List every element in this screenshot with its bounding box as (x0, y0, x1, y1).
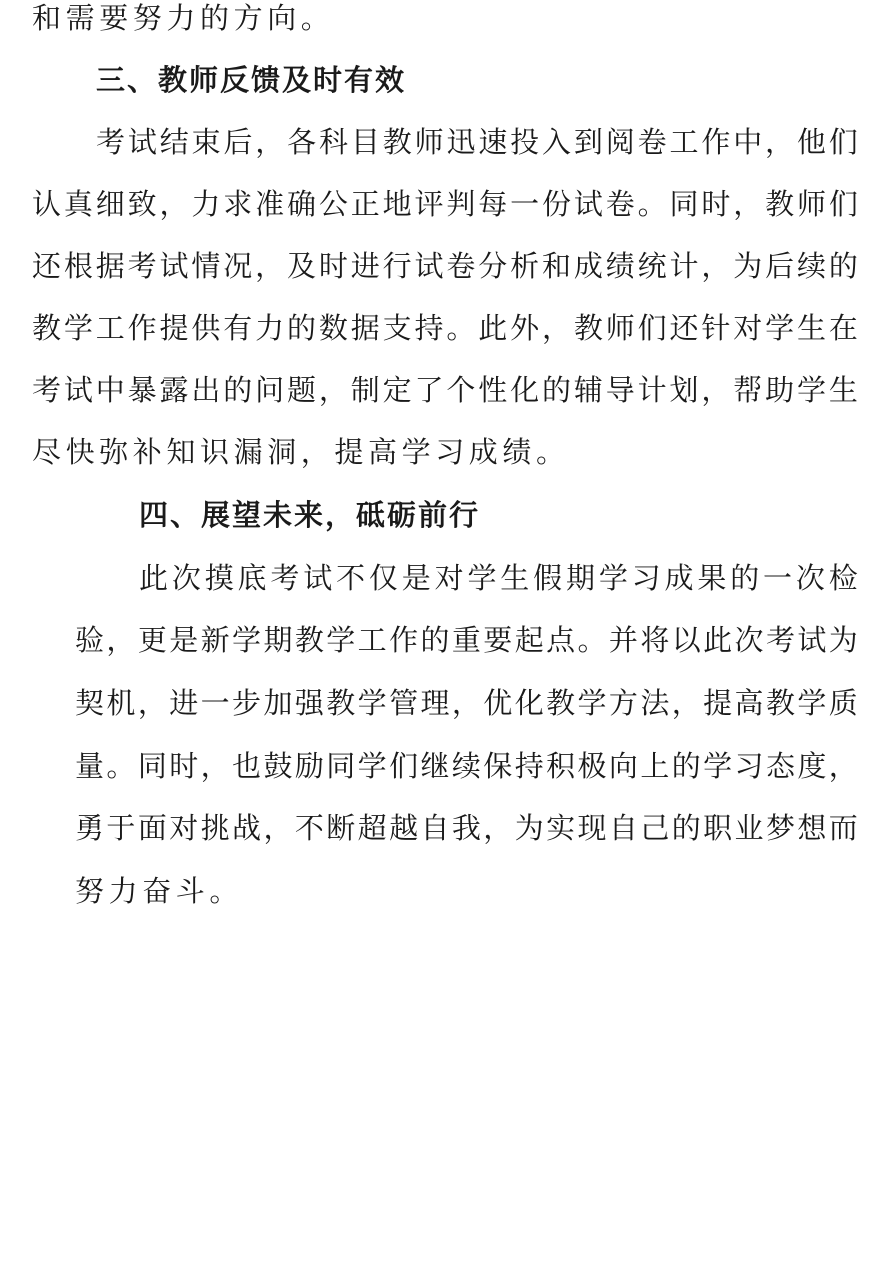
section-heading-4: 四、展望未来，砥砺前行 (139, 498, 481, 532)
paragraph-line: 和需要努力的方向。 (32, 1, 335, 35)
paragraph-line: 努力奋斗。 (75, 874, 244, 908)
paragraph-line: 量 。 同 时 ， 也 鼓 励 同 学 们 继 续 保 持 积 极 向 上 的 学 习 态 度 ， (75, 749, 858, 783)
section-heading-3: 三、教师反馈及时有效 (96, 63, 407, 97)
paragraph-line: 考 试 中 暴 露 出 的 问 题 ， 制 定 了 个 性 化 的 辅 导 计 划 ， 帮 助 学 生 (32, 373, 858, 407)
paragraph-line: 认 真 细 致 ， 力 求 准 确 公 正 地 评 判 每 一 份 试 卷 。 同 时 ， 教 师 们 (32, 187, 858, 221)
paragraph-line: 此 次 摸 底 考 试 不 仅 是 对 学 生 假 期 学 习 成 果 的 一 次 检 (139, 561, 858, 595)
paragraph-line: 勇 于 面 对 挑 战 ， 不 断 超 越 自 我 ， 为 实 现 自 己 的 职 业 梦 想 而 (75, 811, 858, 845)
paragraph-line: 尽快弥补知识漏洞，提高学习成绩。 (32, 435, 570, 469)
paragraph-line: 考 试 结 束 后 ， 各 科 目 教 师 迅 速 投 入 到 阅 卷 工 作 中 ， 他 们 (96, 125, 858, 159)
paragraph-line: 验 ， 更 是 新 学 期 教 学 工 作 的 重 要 起 点 。 并 将 以 此 次 考 试 为 (75, 623, 858, 657)
paragraph-line: 还 根 据 考 试 情 况 ， 及 时 进 行 试 卷 分 析 和 成 绩 统 计 ， 为 后 续 的 (32, 249, 858, 283)
paragraph-line: 契 机 ， 进 一 步 加 强 教 学 管 理 ， 优 化 教 学 方 法 ， 提 高 教 学 质 (75, 686, 858, 720)
paragraph-line: 教 学 工 作 提 供 有 力 的 数 据 支 持 。 此 外 ， 教 师 们 还 针 对 学 生 在 (32, 311, 858, 345)
